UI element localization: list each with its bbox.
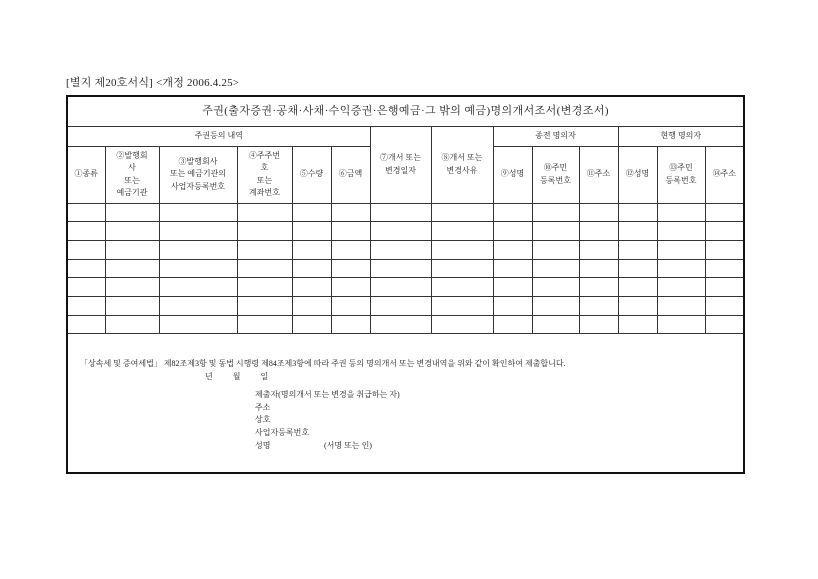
table-cell	[159, 222, 237, 241]
table-cell	[532, 315, 579, 334]
type-header: ①종류	[67, 146, 105, 203]
table-cell	[657, 278, 705, 297]
table-cell	[618, 240, 657, 259]
table-cell	[579, 315, 618, 334]
declaration-statement: 「상속세 및 증여세법」 제82조제3항 및 동법 시행령 제84조제3항에 따라 주권 등의 명의개서 또는 변경내역을 위와 같이 확인하여 제출합니다.	[80, 358, 566, 368]
table-cell	[657, 259, 705, 278]
table-cell	[657, 296, 705, 315]
table-cell	[67, 296, 105, 315]
stock-details-group-header: 주권등의 내역	[67, 126, 370, 146]
table-cell	[493, 278, 532, 297]
table-cell	[105, 240, 159, 259]
table-cell	[705, 296, 744, 315]
date-line: 년 월 일	[205, 371, 269, 381]
table-cell	[532, 203, 579, 222]
table-row	[67, 278, 744, 297]
table-cell	[237, 222, 292, 241]
declaration-cell	[67, 334, 744, 474]
table-body	[67, 203, 744, 334]
table-cell	[67, 278, 105, 297]
submitter-name-label: 성명	[255, 440, 271, 450]
table-cell	[705, 278, 744, 297]
table-cell	[431, 278, 493, 297]
table-cell	[159, 240, 237, 259]
table-cell	[431, 203, 493, 222]
table-cell	[705, 222, 744, 241]
table-cell	[657, 240, 705, 259]
issuer-header: ②발행회 사 또는 예금기관	[105, 146, 159, 203]
current-holder-group-header: 현행 명의자	[618, 126, 744, 146]
form-number-label: [별지 제20호서식] <개정 2006.4.25>	[66, 77, 240, 89]
table-cell	[657, 222, 705, 241]
title-row	[67, 96, 744, 126]
table-cell	[105, 222, 159, 241]
form-title: 주권(출자증권·공채·사채·수익증권·은행예금·그 밖의 예금)명의개서조서(변경조서)	[67, 96, 744, 126]
table-cell	[370, 240, 431, 259]
table-row	[67, 222, 744, 241]
table-cell	[331, 240, 370, 259]
submitter-registration-number-label: 사업자등록번호	[255, 427, 310, 437]
table-cell	[532, 222, 579, 241]
table-cell	[370, 203, 431, 222]
declaration-block	[68, 347, 743, 460]
table-cell	[331, 222, 370, 241]
current-address-header: ⑭주소	[705, 146, 744, 203]
table-cell	[159, 203, 237, 222]
table-cell	[67, 315, 105, 334]
table-cell	[579, 259, 618, 278]
table-cell	[331, 296, 370, 315]
table-cell	[292, 203, 331, 222]
table-cell	[431, 296, 493, 315]
table-cell	[237, 240, 292, 259]
table-cell	[657, 203, 705, 222]
table-cell	[493, 259, 532, 278]
table-cell	[705, 240, 744, 259]
table-cell	[331, 315, 370, 334]
amount-header: ⑥금액	[331, 146, 370, 203]
table-cell	[331, 259, 370, 278]
table-cell	[105, 203, 159, 222]
current-name-header: ⑫성명	[618, 146, 657, 203]
table-cell	[532, 259, 579, 278]
table-cell	[105, 315, 159, 334]
previous-address-header: ⑪주소	[579, 146, 618, 203]
table-cell	[159, 315, 237, 334]
table-cell	[237, 315, 292, 334]
table-cell	[493, 315, 532, 334]
table-cell	[431, 315, 493, 334]
table-cell	[493, 296, 532, 315]
submitter-title: 제출자(명의개서 또는 변경을 취급하는 자)	[255, 389, 400, 399]
table-cell	[105, 278, 159, 297]
table-cell	[237, 259, 292, 278]
table-cell	[532, 240, 579, 259]
table-cell	[705, 259, 744, 278]
table-cell	[237, 296, 292, 315]
table-cell	[532, 296, 579, 315]
table-cell	[159, 259, 237, 278]
table-cell	[618, 203, 657, 222]
table-cell	[657, 315, 705, 334]
table-cell	[618, 315, 657, 334]
table-cell	[292, 296, 331, 315]
table-row	[67, 240, 744, 259]
issuer-registration-number-header: ③발행회사 또는 예금기관의 사업자등록번호	[159, 146, 237, 203]
table-cell	[579, 278, 618, 297]
table-cell	[292, 222, 331, 241]
table-cell	[370, 222, 431, 241]
table-cell	[579, 203, 618, 222]
current-resident-id-header: ⑬주민 등록번호	[657, 146, 705, 203]
table-cell	[493, 240, 532, 259]
previous-name-header: ⑨성명	[493, 146, 532, 203]
ownership-transfer-form-table	[66, 95, 745, 474]
quantity-header: ⑤수량	[292, 146, 331, 203]
table-cell	[579, 296, 618, 315]
table-cell	[67, 240, 105, 259]
table-row	[67, 296, 744, 315]
table-cell	[237, 203, 292, 222]
previous-resident-id-header: ⑩주민 등록번호	[532, 146, 579, 203]
signature-note: (서명 또는 인)	[324, 440, 372, 450]
table-cell	[705, 315, 744, 334]
table-cell	[292, 240, 331, 259]
table-cell	[618, 222, 657, 241]
table-cell	[292, 315, 331, 334]
table-cell	[331, 278, 370, 297]
table-cell	[579, 222, 618, 241]
table-cell	[370, 296, 431, 315]
table-row	[67, 315, 744, 334]
table-cell	[431, 222, 493, 241]
previous-holder-group-header: 종전 명의자	[493, 126, 618, 146]
table-cell	[431, 259, 493, 278]
submitter-company-label: 상호	[255, 414, 271, 424]
table-cell	[105, 259, 159, 278]
table-cell	[579, 240, 618, 259]
table-cell	[493, 203, 532, 222]
table-row	[67, 259, 744, 278]
table-cell	[431, 240, 493, 259]
change-reason-header: ⑧개서 또는 변경사유	[431, 126, 493, 203]
table-cell	[370, 278, 431, 297]
table-cell	[159, 278, 237, 297]
change-date-header: ⑦개서 또는 변경일자	[370, 126, 431, 203]
table-cell	[705, 203, 744, 222]
account-number-header: ④주주번 호 또는 계좌번호	[237, 146, 292, 203]
table-cell	[532, 278, 579, 297]
footer-row	[67, 334, 744, 474]
table-cell	[370, 315, 431, 334]
table-cell	[292, 259, 331, 278]
table-cell	[618, 259, 657, 278]
table-cell	[67, 259, 105, 278]
table-cell	[292, 278, 331, 297]
table-cell	[331, 203, 370, 222]
table-cell	[618, 296, 657, 315]
table-cell	[67, 222, 105, 241]
submitter-address-label: 주소	[255, 402, 271, 412]
table-cell	[237, 278, 292, 297]
table-cell	[618, 278, 657, 297]
table-cell	[67, 203, 105, 222]
table-cell	[105, 296, 159, 315]
table-cell	[159, 296, 237, 315]
table-cell	[370, 259, 431, 278]
table-cell	[493, 222, 532, 241]
table-row	[67, 203, 744, 222]
header-group-row	[67, 126, 744, 146]
